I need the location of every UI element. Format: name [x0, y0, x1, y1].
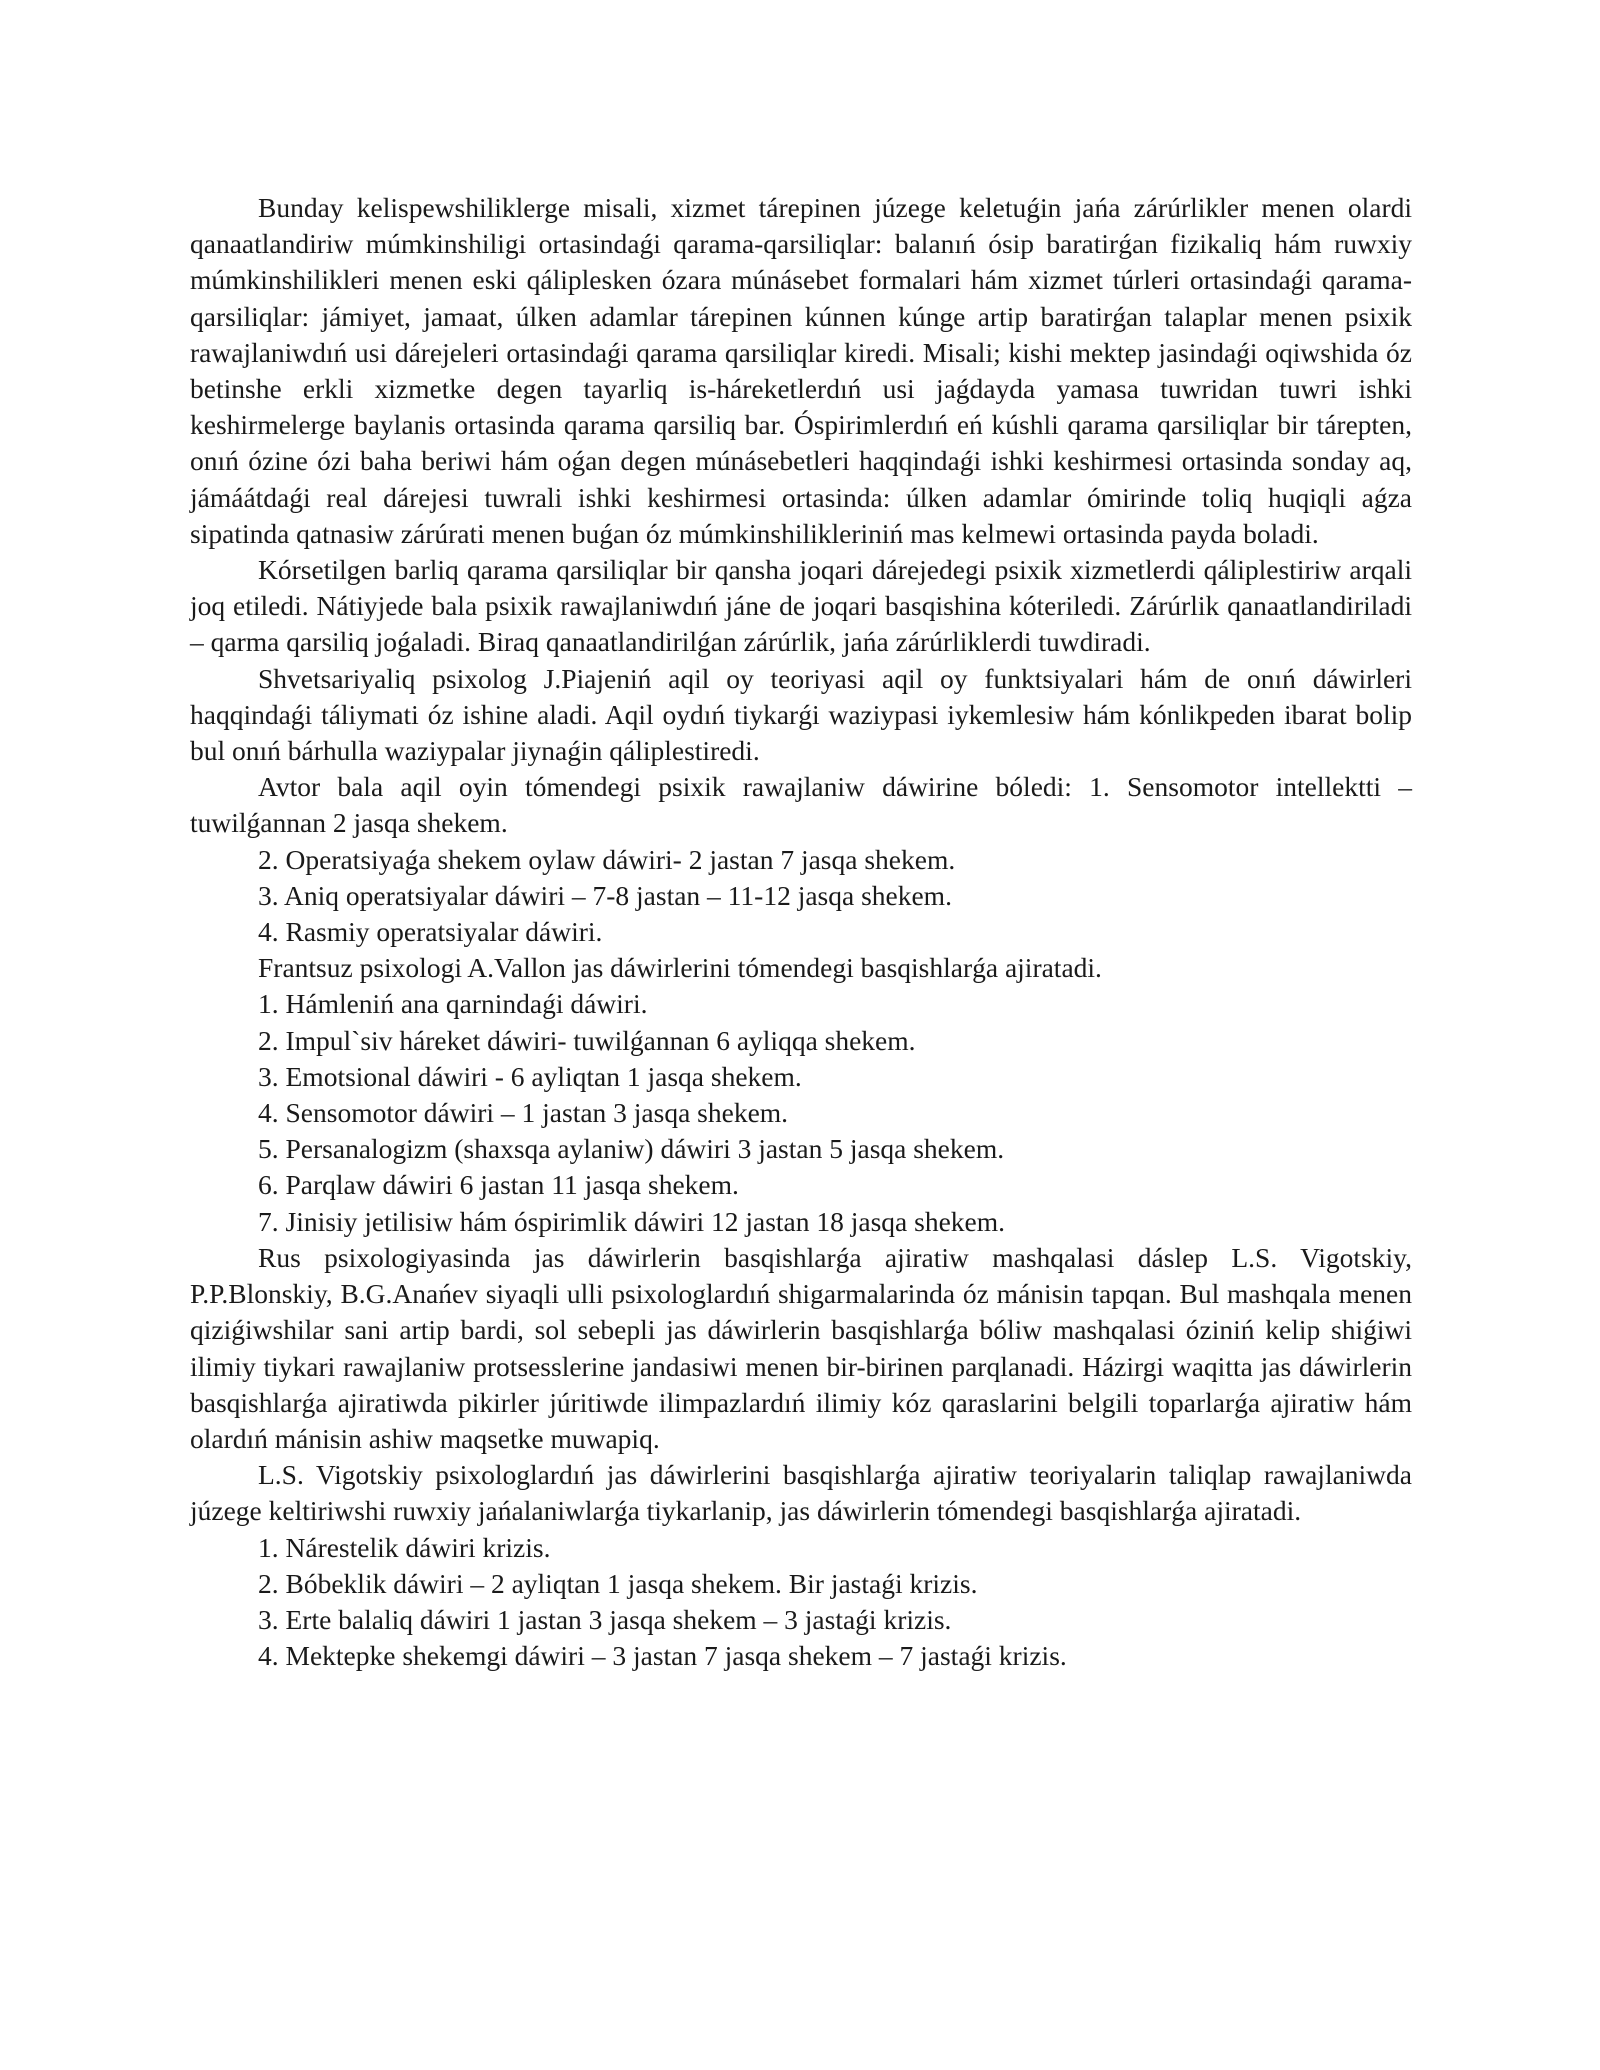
paragraph: Kórsetilgen barliq qarama qarsiliqlar bir qansha joqari dárejedegi psixik xizmetlerdi qáliplestiriw arqali joq etiledi. Nátiyjede bala psixik rawajlaniwdıń jáne de joqari basqishina kóteriledi. Zárúrlik qanaatlandiriladi – qarma qarsiliq joǵaladi. Biraq qanaatlandirilǵan zárúrlik, jańa zárúrliklerdi tuwdiradi.	[190, 554, 1412, 658]
list-item: 1. Nárestelik dáwiri krizis.	[258, 1531, 551, 1563]
list-item: 2. Bóbeklik dáwiri – 2 ayliqtan 1 jasqa shekem. Bir jastaǵi krizis.	[258, 1567, 978, 1599]
list-item: 3. Emotsional dáwiri - 6 ayliqtan 1 jasqa shekem.	[258, 1060, 802, 1092]
list-item: 1. Hámleniń ana qarnindaǵi dáwiri.	[258, 988, 648, 1020]
list-item: 3. Aniq operatsiyalar dáwiri – 7-8 jastan – 11-12 jasqa shekem.	[258, 879, 952, 911]
paragraph: L.S. Vigotskiy psixologlardıń jas dáwirlerini basqishlarǵa ajiratiw teoriyalarin taliqlap rawajlaniwda júzege keltiriwshi ruwxiy jańalaniwlarǵa tiykarlanip, jas dáwirlerin tómendegi basqishlarǵa ajiratadi.	[190, 1459, 1412, 1527]
list-item: 3. Erte balaliq dáwiri 1 jastan 3 jasqa shekem – 3 jastaǵi krizis.	[258, 1603, 952, 1635]
paragraph: Rus psixologiyasinda jas dáwirlerin basqishlarǵa ajiratiw mashqalasi dáslep L.S. Vigotskiy, P.P.Blonskiy, B.G.Anańev siyaqli ulli psixologlardıń shigarmalarinda óz mánisin tapqan. Bul mashqala menen qiziǵiwshilar sani artip bardi, sol sebepli jas dáwirlerin basqishlarǵa bóliw mashqalasi óziniń kelip shiǵiwi ilimiy tiykari rawajlaniw protsesslerine jandasiwi menen bir-birinen parqlanadi. Házirgi waqitta jas dáwirlerin basqishlarǵa ajiratiwda pikirler júritiwde ilimpazlardıń ilimiy kóz qaraslarini belgili toparlarǵa ajiratiw hám olardıń mánisin ashiw maqsetke muwapiq.	[190, 1241, 1412, 1454]
list-item: 7. Jinisiy jetilisiw hám óspirimlik dáwiri 12 jastan 18 jasqa shekem.	[258, 1205, 1005, 1237]
paragraph: Shvetsariyaliq psixolog J.Piajeniń aqil oy teoriyasi aqil oy funktsiyalari hám de onıń dáwirleri haqqindaǵi táliymati óz ishine aladi. Aqil oydıń tiykarǵi waziypasi iykemlesiw hám kónlikpeden ibarat bolip bul onıń bárhulla waziypalar jiynaǵin qáliplestiredi.	[190, 662, 1412, 767]
list-intro: Frantsuz psixologi A.Vallon jas dáwirlerini tómendegi basqishlarǵa ajiratadi.	[258, 952, 1102, 984]
list-item: 2. Impul`siv háreket dáwiri- tuwilǵannan 6 ayliqqa shekem.	[258, 1024, 916, 1056]
document-body	[190, 190, 1412, 1674]
list-item: 4. Sensomotor dáwiri – 1 jastan 3 jasqa shekem.	[258, 1097, 789, 1129]
list-item: 6. Parqlaw dáwiri 6 jastan 11 jasqa shekem.	[258, 1169, 739, 1201]
list-item: 2. Operatsiyaǵa shekem oylaw dáwiri- 2 jastan 7 jasqa shekem.	[258, 843, 956, 875]
paragraph: Avtor bala aqil oyin tómendegi psixik rawajlaniw dáwirine bóledi: 1. Sensomotor intellektti – tuwilǵannan 2 jasqa shekem.	[190, 771, 1412, 839]
list-item: 5. Persanalogizm (shaxsqa aylaniw) dáwiri 3 jastan 5 jasqa shekem.	[258, 1133, 1005, 1165]
paragraph: Bunday kelispewshiliklerge misali, xizmet tárepinen júzege keletuǵin jańa zárúrlikler menen olardi qanaatlandiriw múmkinshiligi ortasindaǵi qarama-qarsiliqlar: balanıń ósip baratirǵan fizikaliq hám ruwxiy múmkinshilikleri menen eski qáliplesken ózara múnásebet formalari hám xizmet túrleri ortasindaǵi qarama-qarsiliqlar: jámiyet, jamaat, úlken adamlar tárepinen kúnnen kúnge artip baratirǵan talaplar menen psixik rawajlaniwdıń usi dárejeleri ortasindaǵi qarama qarsiliqlar kiredi. Misali; kishi mektep jasindaǵi oqiwshida óz betinshe erkli xizmetke degen tayarliq is-háreketlerdıń usi jaǵdayda yamasa tuwridan tuwri ishki keshirmelerge baylanis ortasinda qarama qarsiliq bar. Óspirimlerdıń eń kúshli qarama qarsiliqlar bir tárepten, onıń ózine ózi baha beriwi hám oǵan degen múnásebetleri haqqindaǵi ishki keshirmesi ortasinda sonday aq, jámáátdaǵi real dárejesi tuwrali ishki keshirmesi ortasinda: úlken adamlar ómirinde toliq huqiqli aǵza sipatinda qatnasiw zárúrati menen buǵan óz múmkinshilikleriniń mas kelmewi ortasinda payda boladi.	[190, 192, 1412, 549]
list-item: 4. Mektepke shekemgi dáwiri – 3 jastan 7 jasqa shekem – 7 jastaǵi krizis.	[258, 1640, 1067, 1672]
list-item: 4. Rasmiy operatsiyalar dáwiri.	[258, 916, 603, 948]
